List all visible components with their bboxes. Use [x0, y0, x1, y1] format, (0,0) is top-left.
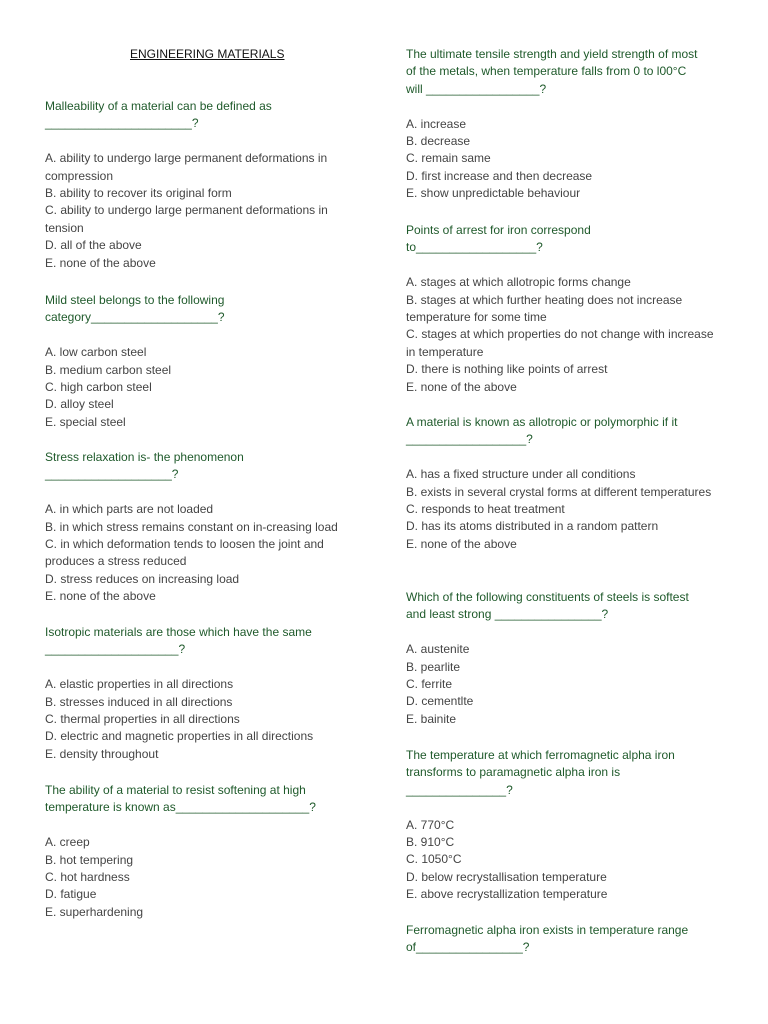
question-text: Points of arrest for iron correspond to__________________?: [406, 223, 591, 255]
question-text: The temperature at which ferromagnetic alpha iron transforms to paramagnetic alpha iron is _______________?: [406, 748, 675, 797]
options-list: [406, 641, 726, 728]
option-e: E. show unpredictable behaviour: [406, 186, 581, 201]
option-b: B. in which stress remains constant on in-creasing load: [45, 519, 338, 534]
option-c: C. hot hardness: [45, 870, 130, 885]
options-list: [45, 150, 365, 272]
option-d: D. electric and magnetic properties in all directions: [45, 729, 314, 744]
question-block: [406, 46, 726, 203]
option-c: C. responds to heat treatment: [406, 502, 565, 517]
question-text: A material is known as allotropic or polymorphic if it __________________?: [406, 415, 678, 447]
option-a: A. in which parts are not loaded: [45, 502, 214, 517]
option-c: C. thermal properties in all directions: [45, 712, 240, 727]
options-list: [406, 274, 726, 396]
option-d: D. fatigue: [45, 887, 97, 902]
options-list: [45, 344, 365, 431]
question-text: The ability of a material to resist softening at high temperature is known as____________________?: [45, 783, 316, 815]
options-list: [406, 466, 726, 553]
option-c: C. in which deformation tends to loosen the joint and produces a stress reduced: [45, 537, 324, 569]
option-c: C. ability to undergo large permanent deformations in tension: [45, 203, 328, 235]
option-e: E. bainite: [406, 711, 457, 726]
question-text: Isotropic materials are those which have the same ____________________?: [45, 625, 312, 657]
option-b: B. pearlite: [406, 659, 461, 674]
page-title: ENGINEERING MATERIALS: [130, 47, 285, 61]
question-block: [45, 292, 365, 431]
option-d: D. there is nothing like points of arrest: [406, 362, 608, 377]
option-a: A. stages at which allotropic forms change: [406, 275, 631, 290]
option-e: E. none of the above: [406, 536, 517, 551]
option-e: E. superhardening: [45, 904, 144, 919]
option-c: C. remain same: [406, 151, 491, 166]
question-block: [45, 782, 365, 921]
option-d: D. cementlte: [406, 694, 474, 709]
options-list: [45, 501, 365, 605]
option-d: D. first increase and then decrease: [406, 168, 593, 183]
question-text: Mild steel belongs to the following category___________________?: [45, 293, 225, 325]
question-text: Ferromagnetic alpha iron exists in temperature range of________________?: [406, 923, 689, 955]
option-c: C. ferrite: [406, 677, 453, 692]
option-e: E. none of the above: [406, 379, 517, 394]
question-block: [45, 624, 365, 763]
option-a: A. low carbon steel: [45, 345, 147, 360]
question-block: [406, 589, 726, 728]
option-a: A. elastic properties in all directions: [45, 677, 234, 692]
option-e: E. special steel: [45, 414, 126, 429]
question-block: [406, 222, 726, 396]
option-b: B. decrease: [406, 134, 471, 149]
question-block: [406, 414, 726, 553]
options-list: [406, 116, 726, 203]
option-a: A. creep: [45, 835, 90, 850]
options-list: [406, 817, 726, 904]
option-e: E. density throughout: [45, 746, 159, 761]
question-text: The ultimate tensile strength and yield strength of most of the metals, when temperature falls from 0 to l00°C will _________________?: [406, 47, 698, 96]
option-c: C. stages at which properties do not change with increase in temperature: [406, 327, 714, 359]
question-text: Which of the following constituents of steels is softest and least strong ________________?: [406, 590, 689, 622]
option-c: C. high carbon steel: [45, 380, 152, 395]
question-block: [406, 922, 726, 957]
option-d: D. stress reduces on increasing load: [45, 571, 240, 586]
option-a: A. 770°C: [406, 817, 455, 832]
question-block: [45, 98, 365, 272]
option-e: E. none of the above: [45, 255, 156, 270]
options-list: [45, 834, 365, 921]
options-list: [45, 676, 365, 763]
question-block: [406, 747, 726, 904]
option-b: B. stages at which further heating does not increase temperature for some time: [406, 292, 683, 325]
option-b: B. ability to recover its original form: [45, 186, 232, 201]
option-b: B. medium carbon steel: [45, 362, 172, 377]
option-c: C. 1050°C: [406, 852, 462, 867]
option-b: B. hot tempering: [45, 852, 134, 867]
option-a: A. has a fixed structure under all conditions: [406, 467, 636, 482]
option-b: B. exists in several crystal forms at different temperatures: [406, 484, 712, 499]
option-e: E. above recrystallization temperature: [406, 887, 608, 902]
option-d: D. all of the above: [45, 238, 142, 253]
option-a: A. increase: [406, 116, 467, 131]
option-a: A. ability to undergo large permanent deformations in compression: [45, 151, 328, 183]
option-b: B. stresses induced in all directions: [45, 694, 233, 709]
question-text: Stress relaxation is- the phenomenon ___________________?: [45, 450, 244, 482]
option-a: A. austenite: [406, 642, 470, 657]
option-d: D. has its atoms distributed in a random pattern: [406, 519, 659, 534]
option-e: E. none of the above: [45, 589, 156, 604]
option-d: D. below recrystallisation temperature: [406, 869, 607, 884]
option-b: B. 910°C: [406, 835, 455, 850]
question-block: [45, 449, 365, 606]
option-d: D. alloy steel: [45, 397, 114, 412]
question-text: Malleability of a material can be defined as ______________________?: [45, 99, 272, 131]
